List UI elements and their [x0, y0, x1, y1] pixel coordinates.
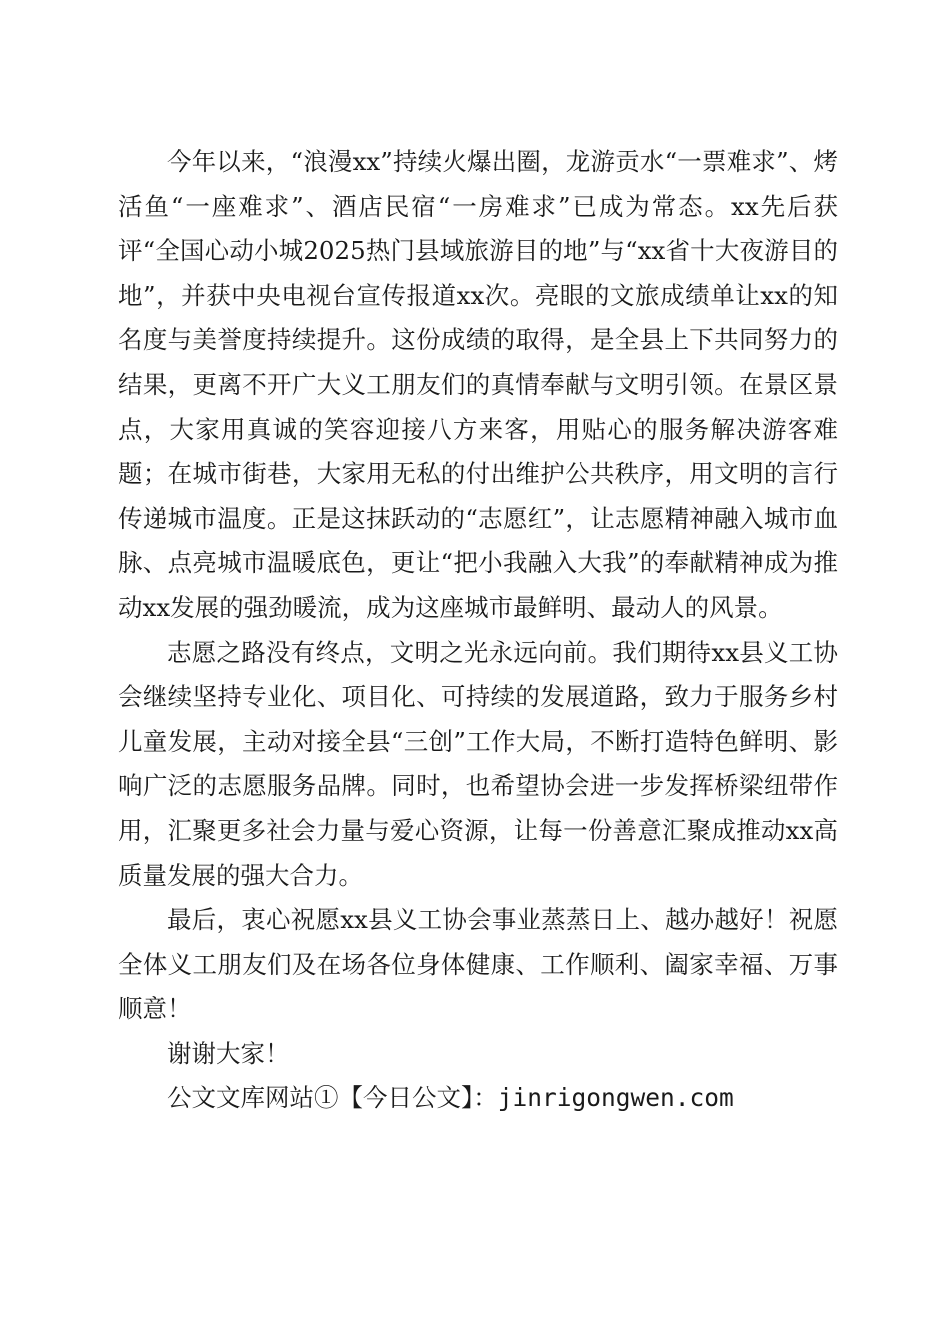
footer-source-url[interactable]: jinrigongwen.com: [497, 1083, 734, 1113]
paragraph-tourism-achievements: 今年以来，“浪漫xx”持续火爆出圈，龙游贡水“一票难求”、烤活鱼“一座难求”、酒店民宿“一房难求”已成为常态。xx先后获评“全国心动小城2025热门县域旅游目的地”与“xx省十大夜游目的地”，并获中央电视台宣传报道xx次。亮眼的文旅成绩单让xx的知名度与美誉度持续提升。这份成绩的取得，是全县上下共同努力的结果，更离不开广大义工朋友们的真情奉献与文明引领。在景区景点，大家用真诚的笑容迎接八方来客，用贴心的服务解决游客难题；在城市街巷，大家用无私的付出维护公共秩序，用文明的言行传递城市温度。正是这抹跃动的“志愿红”，让志愿精神融入城市血脉、点亮城市温暖底色，更让“把小我融入大我”的奉献精神成为推动xx发展的强劲暖流，成为这座城市最鲜明、最动人的风景。: [118, 147, 838, 622]
paragraph-volunteer-expectations: 志愿之路没有终点，文明之光永远向前。我们期待xx县义工协会继续坚持专业化、项目化、可持续的发展道路，致力于服务乡村儿童发展，主动对接全县“三创”工作大局，不断打造特色鲜明、影响广泛的志愿服务品牌。同时，也希望协会进一步发挥桥梁纽带作用，汇聚更多社会力量与爱心资源，让每一份善意汇聚成推动xx高质量发展的强大合力。: [118, 637, 838, 890]
footer-source-line: [118, 1076, 838, 1121]
paragraph-closing-wishes: 最后，衷心祝愿xx县义工协会事业蒸蒸日上、越办越好！祝愿全体义工朋友们及在场各位身体健康、工作顺利、阖家幸福、万事顺意！: [118, 905, 838, 1024]
footer-source-label: 公文文库网站①【今日公文】：: [167, 1083, 498, 1113]
thanks-line: 谢谢大家！: [167, 1038, 290, 1068]
document-body: [118, 140, 838, 1121]
